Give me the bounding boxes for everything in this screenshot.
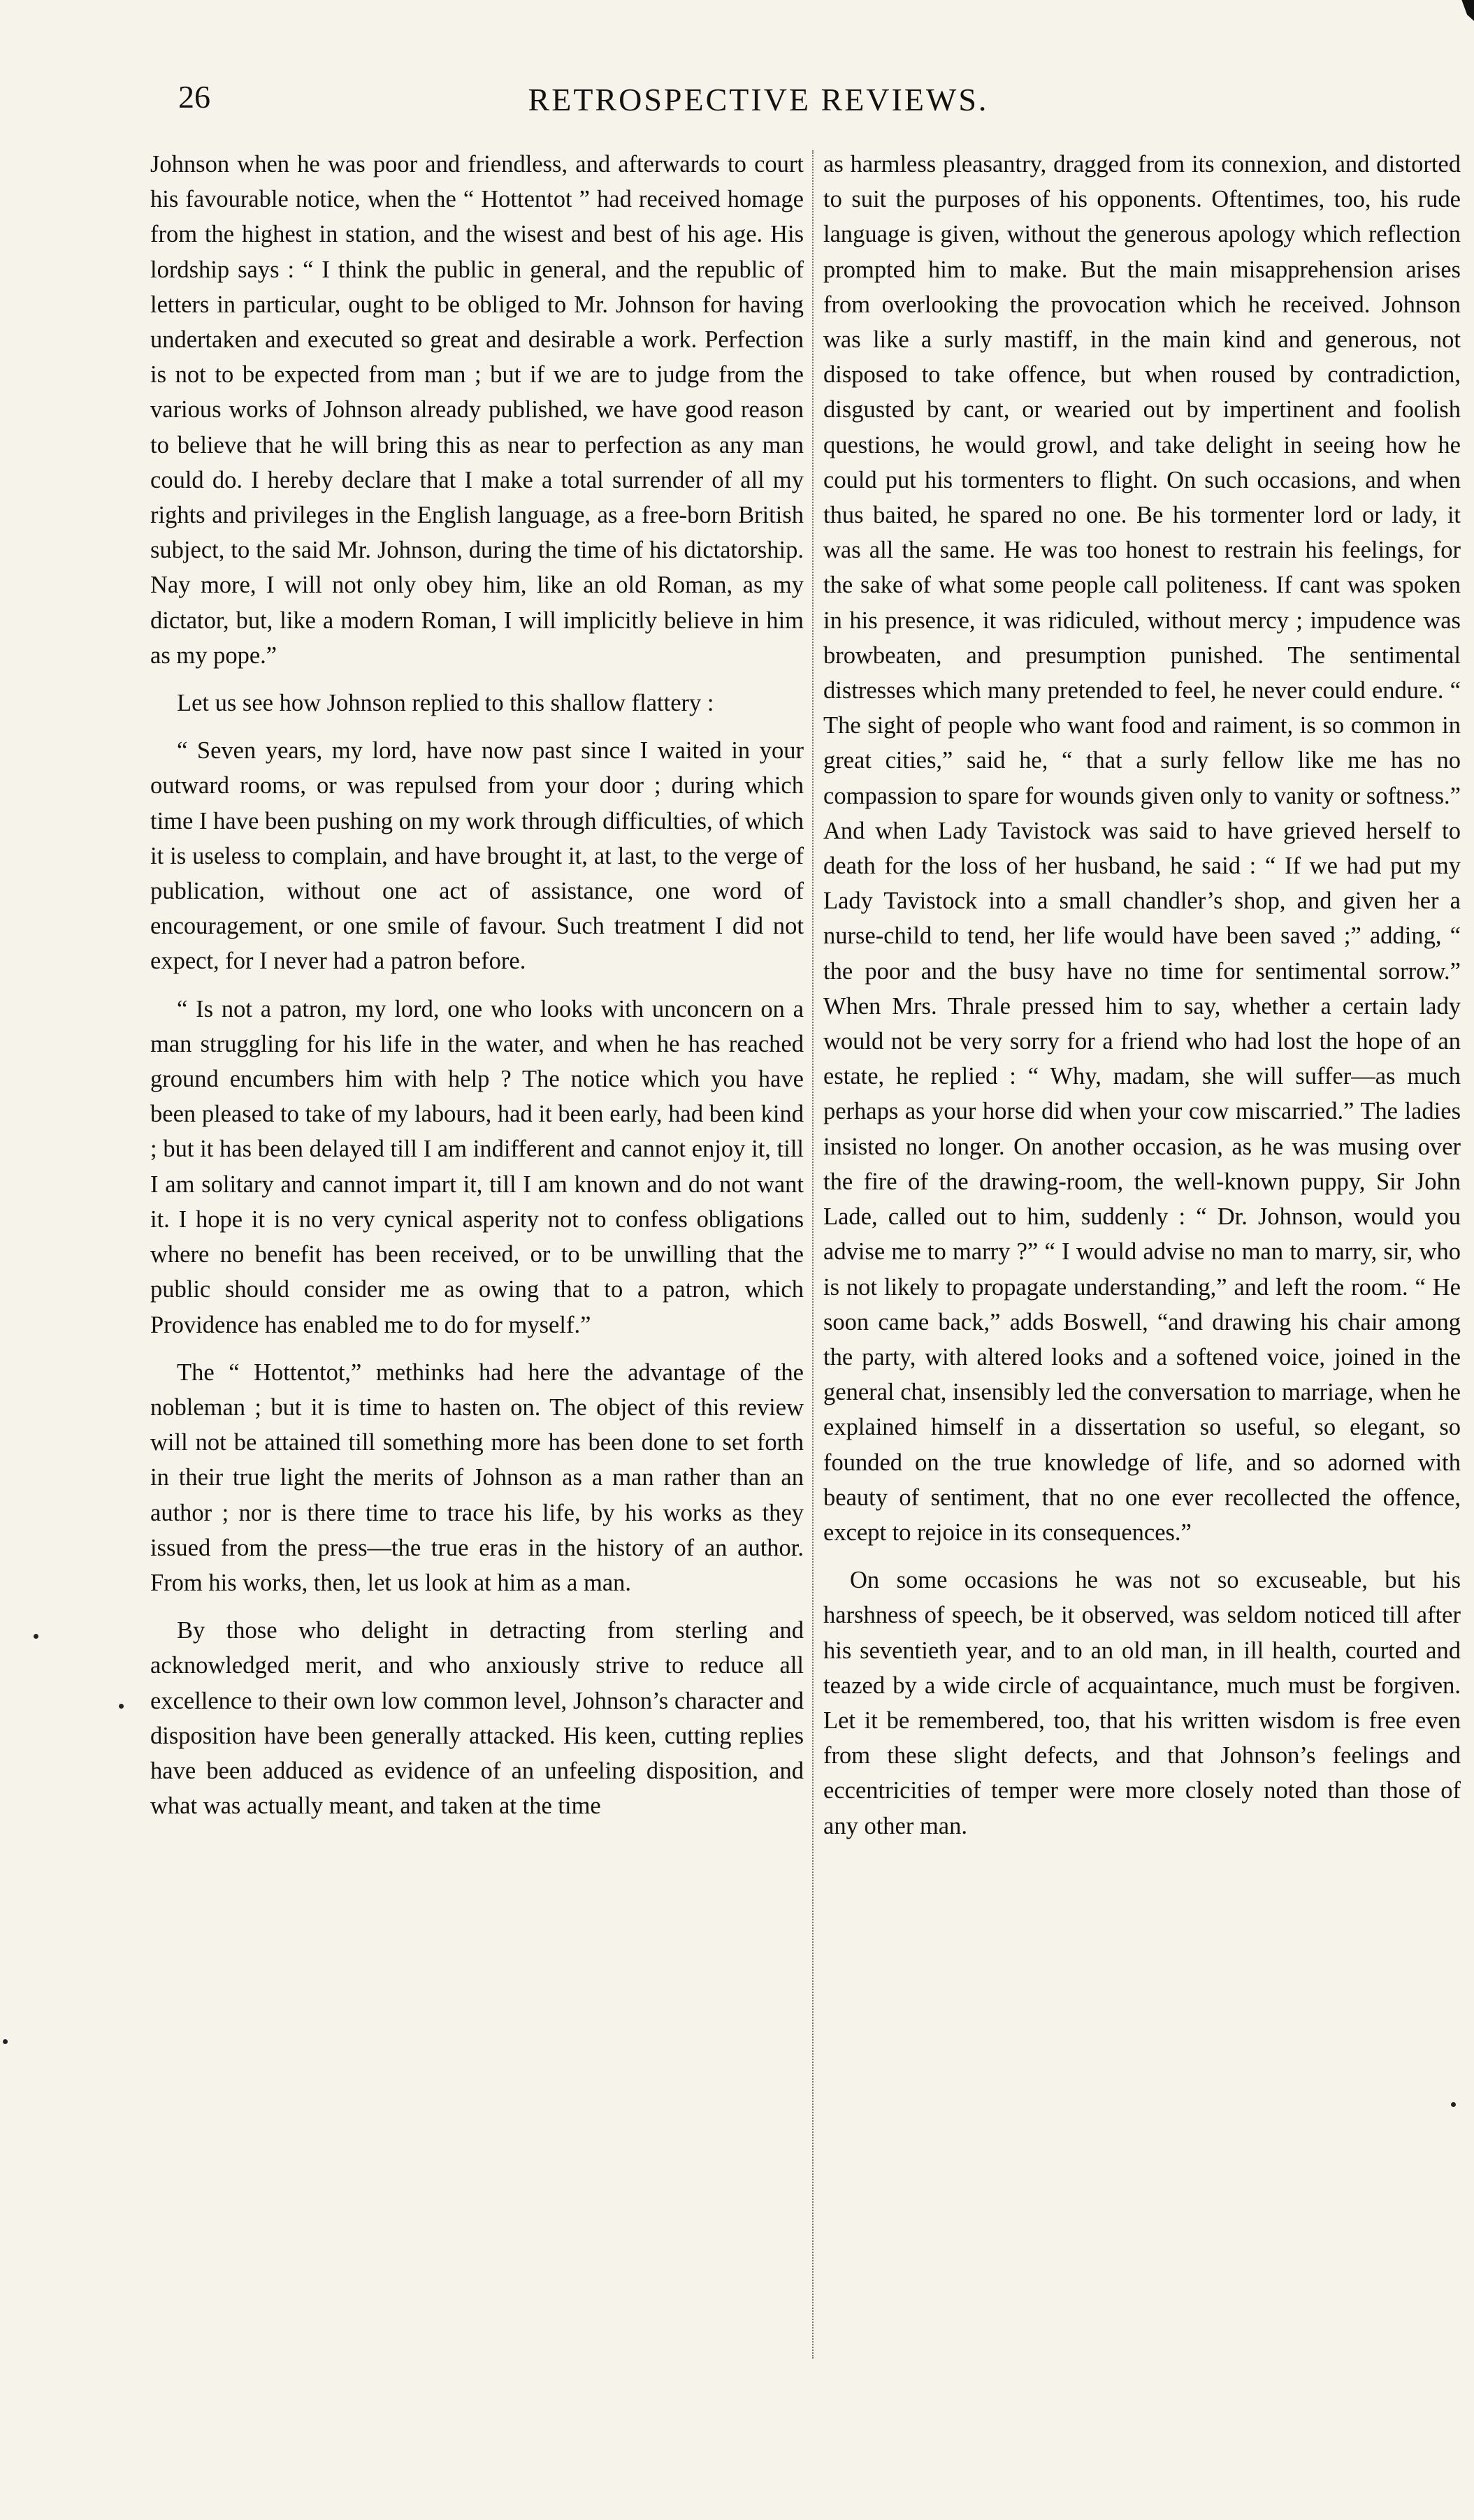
paragraph: Johnson when he was poor and friendless, and afterwards to court his favourable notice, when the “ Hottentot ” had received homage from the highest in station, and the wisest and best of his age. His lordship says : “ I think the public in general, and the republic of letters in particular, ought to be obliged to Mr. Johnson for having undertaken and executed so great and desirable a work. Perfection is not to be expected from man ; but if we are to judge from the various works of Johnson already published, we have good reason to believe that he will bring this as near to perfection as any man could do. I hereby declare that I make a total surrender of all my rights and privileges in the English language, as a free-born British subject, to the said Mr. Johnson, during the time of his dictatorship. Nay more, I will not only obey him, like an old Roman, as my dictator, but, like a modern Roman, I will implicitly believe in him as my pope.”: [150, 151, 804, 669]
left-column: [150, 147, 804, 1823]
paragraph: as harmless pleasantry, dragged from its connexion, and distorted to suit the purposes of his opponents. Oftentimes, too, his rude language is given, without the generous apology which reflection prompted him to make. But the main misapprehension arises from overlooking the provocation which he received. Johnson was like a surly mastiff, in the main kind and generous, not disposed to take offence, but when roused by contradiction, disgusted by cant, or wearied out by impertinent and foolish questions, he would growl, and take delight in seeing how he could put his tormenters to flight. On such occasions, and when thus baited, he spared no one. Be his tormenter lord or lady, it was all the same. He was too honest to restrain his feelings, for the sake of what some people call politeness. If cant was spoken in his presence, it was ridiculed, without mercy ; impudence was browbeaten, and presumption punished. The sentimental distresses which many pretended to feel, he never could endure. “ The sight of people who want food and raiment, is so common in great cities,” said he, “ that a surly fellow like me has no compassion to spare for wounds given only to vanity or softness.” And when Lady Tavistock was said to have grieved herself to death for the loss of her husband, he said : “ If we had put my Lady Tavistock into a small chandler’s shop, and given her a nurse-child to tend, her life would have been saved ;” adding, “ the poor and the busy have no time for sentimental sorrow.” When Mrs. Thrale pressed him to say, whether a certain lady would not be very sorry for a friend who had lost the hope of an estate, he replied : “ Why, madam, she will suffer—as much perhaps as your horse did when your cow miscarried.” The ladies insisted no longer. On another occasion, as he was musing over the fire of the drawing-room, the well-known puppy, Sir John Lade, called out to him, suddenly : “ Dr. Johnson, would you advise me to marry ?” “ I would advise no man to marry, sir, who is not likely to propagate understanding,” and left the room. “ He soon came back,” adds Boswell, “and drawing his chair among the party, with altered looks and a softened voice, joined in the general chat, insensibly led the conversation to marriage, when he explained himself in a dissertation so useful, so elegant, so founded on the true knowledge of life, and so adorned with beauty of sentiment, that no one ever recollected the offence, except to rejoice in its consequences.”: [823, 151, 1461, 1546]
margin-speck: [1451, 2102, 1456, 2107]
page-number: 26: [178, 79, 210, 115]
column-divider: [812, 150, 814, 2359]
quotation-paragraph: “ Is not a patron, my lord, one who looks with unconcern on a man struggling for his life in the water, and when he has reached ground encumbers him with help ? The notice which you have been pleased to take of my labours, had it been early, had been kind ; but it has been delayed till I am indifferent and cannot enjoy it, till I am solitary and cannot impart it, till I am known and do not want it. I hope it is no very cynical asperity not to confess obligations where no benefit has been received, or to be unwilling that the public should consider me as owing that to a patron, which Providence has enabled me to do for myself.”: [150, 995, 804, 1338]
page-corner-mark: [1459, 0, 1474, 21]
paragraph: On some occasions he was not so excuseable, but his harshness of speech, be it observed, was seldom noticed till after his seventieth year, and to an old man, in ill health, courted and teazed by a wide circle of acquaintance, much must be forgiven. Let it be remembered, too, that his written wisdom is free even from these slight defects, and that Johnson’s feelings and eccentricities of temper were more closely noted than those of any other man.: [823, 1567, 1461, 1839]
quotation-paragraph: “ Seven years, my lord, have now past since I waited in your outward rooms, or was repulsed from your door ; during which time I have been pushing on my work through difficulties, of which it is useless to complain, and have brought it, at last, to the verge of publication, without one act of assistance, one word of encouragement, or one smile of favour. Such treatment I did not expect, for I never had a patron before.: [150, 737, 804, 975]
right-column: [823, 147, 1461, 1844]
margin-speck: [34, 1634, 38, 1639]
paragraph: By those who delight in detracting from sterling and acknowledged merit, and who anxiously strive to reduce all excellence to their own low common level, Johnson’s character and disposition have been generally attacked. His keen, cutting replies have been adduced as evidence of an unfeeling disposition, and what was actually meant, and taken at the time: [150, 1617, 804, 1820]
running-head: RETROSPECTIVE REVIEWS.: [528, 82, 989, 117]
paragraph: The “ Hottentot,” methinks had here the advantage of the nobleman ; but it is time to hasten on. The object of this review will not be attained till something more has been done to set forth in their true light the merits of Johnson as a man rather than an author ; nor is there time to trace his life, by his works as they issued from the press—the true eras in the history of an author. From his works, then, let us look at him as a man.: [150, 1359, 804, 1596]
page-header: [178, 78, 1338, 141]
margin-speck: [3, 2039, 8, 2044]
margin-speck: [119, 1704, 124, 1709]
paragraph: Let us see how Johnson replied to this shallow flattery :: [177, 690, 714, 717]
